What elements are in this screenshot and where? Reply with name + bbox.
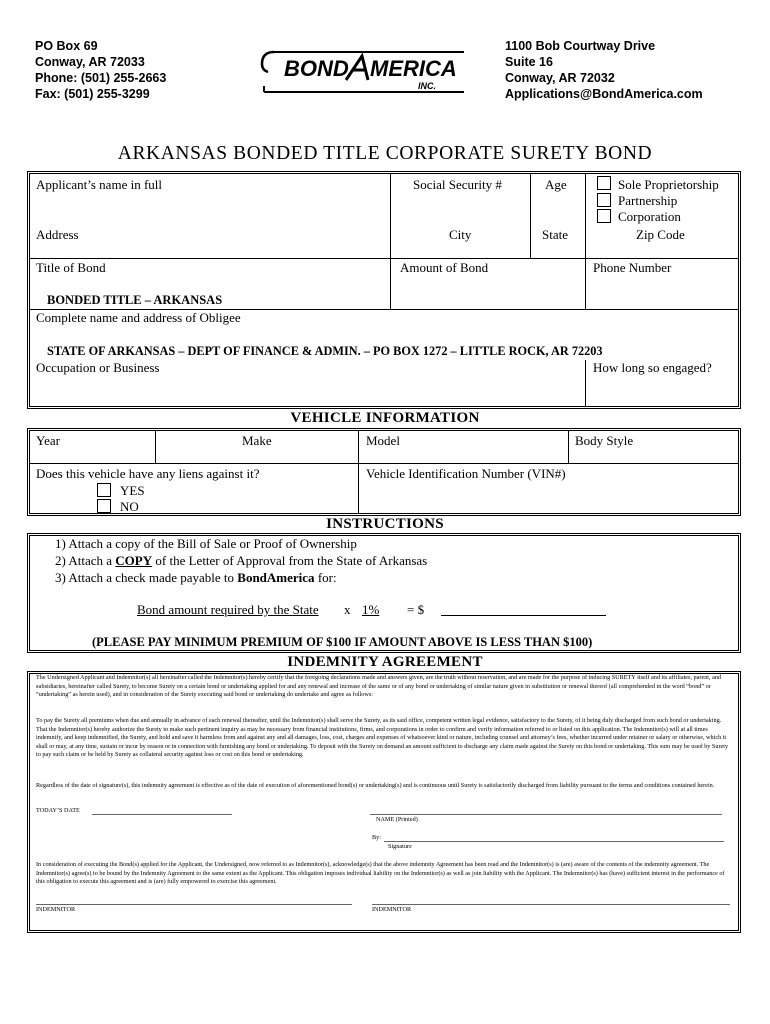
city-label: City	[449, 227, 472, 242]
logo-text-bond: BOND	[284, 56, 349, 81]
form-title: ARKANSAS BONDED TITLE CORPORATE SURETY BOND	[117, 143, 653, 164]
copy-emphasis: COPY	[115, 553, 153, 568]
minimum-premium-note: (PLEASE PAY MINIMUM PREMIUM OF $100 IF AMOUNT ABOVE IS LESS THAN $100)	[92, 635, 593, 649]
indemnitor-signature-field-2[interactable]	[372, 904, 730, 905]
liens-no-checkbox[interactable]	[97, 499, 111, 513]
vehicle-information-heading: VEHICLE INFORMATION	[290, 410, 480, 426]
year-label: Year	[36, 433, 60, 448]
todays-date-label: TODAY’S DATE	[36, 807, 80, 814]
indemnity-paragraph-1: The Undersigned Applicant and Indemnitor(s) all hereinafter called the Indemnitor(s) hereby certify that the foregoing declarations made and answers given, are the truth without reservation, and are made for the purpose of inducing SURETY itself and its affiliates, parent, and subsidiaries, hereinafter called Surety, to become Surety on a certain bond or undertaking applied for and any renewal and increase of the same or of any bond or undertaking of similar nature given in substitution or renewal thereof (all comprehended in the word “bond” or “undertaking” as herein used), and in consideration of the Surety executing said bond or undertaking do undertake and agree as follows:	[36, 674, 722, 699]
address-line: Conway, AR 72032	[505, 71, 615, 85]
indemnity-section	[27, 671, 741, 933]
corporation-checkbox[interactable]	[597, 209, 611, 223]
zip-code-label: Zip Code	[636, 227, 685, 242]
vin-label: Vehicle Identification Number (VIN#)	[366, 466, 566, 481]
fax-line: Fax: (501) 255-3299	[35, 87, 150, 101]
company-address-left	[35, 38, 166, 102]
corporation-label: Corporation	[618, 209, 681, 224]
bondamerica-logo	[258, 48, 470, 100]
signature-field[interactable]	[384, 841, 724, 842]
company-address-right	[505, 38, 703, 102]
body-style-label: Body Style	[575, 433, 634, 448]
address-line: Conway, AR 72033	[35, 55, 145, 69]
divider	[585, 174, 586, 258]
liens-question-label: Does this vehicle have any liens against it?	[36, 466, 260, 481]
partnership-label: Partnership	[618, 193, 678, 208]
divider	[585, 360, 586, 406]
liens-no-label: NO	[120, 499, 139, 514]
logo-text-america: MERICA	[370, 56, 457, 81]
partnership-checkbox[interactable]	[597, 193, 611, 207]
amount-of-bond-label: Amount of Bond	[400, 260, 489, 275]
instruction-item-1: 1) Attach a copy of the Bill of Sale or Proof of Ownership	[55, 536, 357, 551]
make-label: Make	[242, 433, 272, 448]
divider	[30, 258, 738, 259]
indemnity-heading: INDEMNITY AGREEMENT	[287, 654, 483, 670]
applicant-name-label: Applicant’s name in full	[36, 177, 163, 192]
obligee-label: Complete name and address of Obligee	[36, 310, 241, 325]
instruction-item-2	[55, 553, 427, 569]
multiply-sign: x	[344, 602, 351, 617]
phone-number-label: Phone Number	[593, 260, 672, 275]
indemnitor-label-2: INDEMNITOR	[372, 906, 412, 913]
instruction-text: of the Letter of Approval from the State of Arkansas	[152, 553, 428, 568]
liens-yes-checkbox[interactable]	[97, 483, 111, 497]
address-line: 1100 Bob Courtway Drive	[505, 39, 656, 53]
divider	[530, 174, 531, 258]
payee-name: BondAmerica	[237, 570, 315, 585]
indemnitor-label-1: INDEMNITOR	[36, 906, 76, 913]
divider	[30, 463, 738, 464]
name-printed-field[interactable]	[370, 814, 722, 815]
equals-dollar: = $	[407, 602, 425, 617]
instructions-heading: INSTRUCTIONS	[326, 516, 444, 532]
indemnitor-signature-field-1[interactable]	[36, 904, 352, 905]
divider	[155, 431, 156, 463]
indemnity-paragraph-3: Regardless of the date of signature(s), this indemnity agreement is effective as of the date of execution of aforementioned bond(s) or undertaking(s) and is continuous until Surety is satisfactorily discharged from liability pursuant to the terms and conditions contained herein.	[36, 782, 715, 789]
phone-line: Phone: (501) 255-2663	[35, 71, 167, 85]
divider	[390, 258, 391, 309]
bond-amount-label: Bond amount required by the State	[137, 602, 319, 617]
todays-date-field[interactable]	[92, 814, 232, 815]
rate-value: 1%	[362, 602, 380, 617]
state-label: State	[542, 227, 568, 242]
occupation-label: Occupation or Business	[36, 360, 160, 375]
divider	[585, 258, 586, 309]
by-label: By:	[372, 834, 381, 841]
email-line: Applications@BondAmerica.com	[505, 87, 703, 101]
signature-label: Signature	[388, 843, 412, 850]
age-label: Age	[545, 177, 567, 192]
obligee-value: STATE OF ARKANSAS – DEPT OF FINANCE & ADMIN. – PO BOX 1272 – LITTLE ROCK, AR 72203	[47, 344, 603, 358]
how-long-label: How long so engaged?	[593, 360, 712, 375]
address-line: Suite 16	[505, 55, 553, 69]
indemnity-paragraph-4: In consideration of executing the Bond(s) applied for the Applicant, the Undersigned, now referred to as Indemnitor(s), acknowledge(s) that the above indemnity Agreement has been read and the Indemnitor(s) is (are) aware of the contents of the indemnity agreement. The Indemnitor(s) agree(s) to be bound by the Indemnity Agreement to the same extent as the Applicant. This obligation imposes individual liability on the Indemnitor(s) as well as join liability with the Applicant. The Indemnitor(s) has (have) sufficient interest in the performance of this obligation to execute this agreement and is (are) fully empowered to exercise this agreement.	[36, 861, 725, 886]
divider	[390, 174, 391, 258]
premium-amount-field[interactable]	[441, 615, 606, 616]
indemnity-paragraph-2: To pay the Surety all premiums when due and annually in advance of each renewal thereafter, until the Indemnitor(s) shall serve the Surety, as its said office, competent written legal evidence, satisfactory to the Surety, of it being duly discharged from such bond or undertaking. That the Indemnitor(s) hereby authorize the Surety to make such pertinent inquiry as may be necessary from financial institutions, firms, and corporations in order to confirm and verify information referred to or listed on this application. The Indemnitor(s) will at all times indemnify, and keep indemnified, the Surety, and hold and save it harmless from and against any and all damages, loss, cost, charges and expenses of whatsoever kind or nature, including counsel and attorney’s fees, whether incurred under retainer or salary or otherwise, which it shall or may, at any time, sustain or incur by reason or in connection with furnishing any bond or undertaking. To deposit with the Surety on demand an amount sufficient to discharge any claim made against the Surety on this bond or undertaking. This sum may be used by Surety to pay such claim or be held by Surety as collateral security against loss or cost on this bond or undertaking.	[36, 717, 729, 759]
address-label: Address	[36, 227, 79, 242]
instruction-text: 2) Attach a	[55, 553, 116, 568]
instruction-text: for:	[314, 570, 337, 585]
model-label: Model	[366, 433, 400, 448]
divider	[568, 431, 569, 463]
ssn-label: Social Security #	[413, 177, 502, 192]
sole-proprietorship-label: Sole Proprietorship	[618, 177, 719, 192]
title-of-bond-label: Title of Bond	[36, 260, 106, 275]
name-printed-label: NAME (Printed)	[376, 816, 418, 823]
divider	[358, 431, 359, 513]
instruction-item-3	[55, 570, 337, 586]
address-line: PO Box 69	[35, 39, 98, 53]
sole-proprietorship-checkbox[interactable]	[597, 176, 611, 190]
title-of-bond-value: BONDED TITLE – ARKANSAS	[47, 293, 223, 307]
instruction-text: 3) Attach a check made payable to	[55, 570, 238, 585]
liens-yes-label: YES	[120, 483, 145, 498]
logo-text-inc: INC.	[418, 81, 436, 91]
